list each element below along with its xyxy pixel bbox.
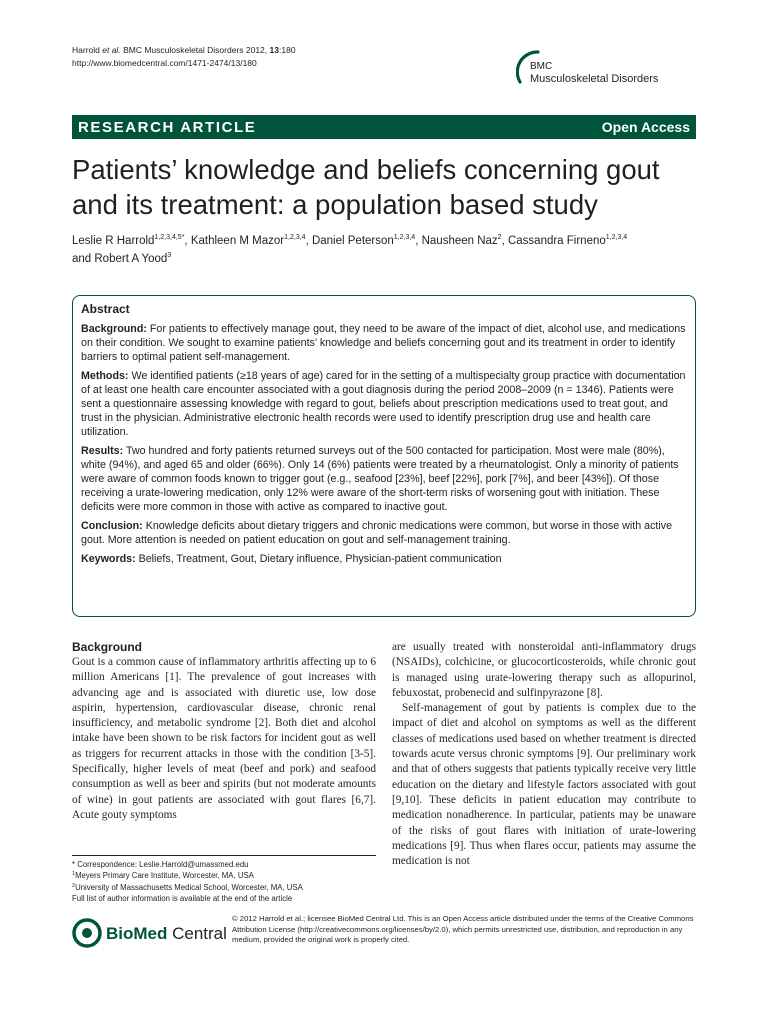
open-access-label: Open Access xyxy=(601,119,690,135)
author-name: Leslie R Harrold xyxy=(72,235,155,247)
abstract-results-label: Results: xyxy=(81,445,124,457)
citation-etal: et al. xyxy=(102,45,121,55)
abstract-box xyxy=(72,295,696,617)
author-affiliation: 1,2,3,4 xyxy=(284,234,306,241)
citation-volume: 13 xyxy=(269,45,279,55)
logo-text-central: Central xyxy=(167,924,227,943)
author-list xyxy=(72,232,712,268)
body-paragraph: Gout is a common cause of inflammatory arthritis affecting up to 6 million Americans [1]. The prevalence of gout increases with advancing age and is associated with diuretic use, low dose aspirin, hypertension, cardiovascular disease, chronic renal insufficiency, and metabolic syndrome [2]. Both diet and alcohol intake have been shown to be risk factors for incident gout as well as triggers for recurrent attacks in those with the condition [3-5]. Specifically, higher levels of meat (beef and pork) and seafood consumption as well as beer and spirits (but not moderate amounts of wine) in gout patients are associated with gout flares [6,7]. Acute gouty symptoms xyxy=(72,656,376,821)
article-title: Patients’ knowledge and beliefs concerning gout and its treatment: a population based study xyxy=(72,154,660,220)
abstract-results-text: Two hundred and forty patients returned surveys out of the 500 contacted for participation. Most were male (80%), white (94%), and aged 65 and older (66%). Only 14 (6%) patients were treated by a rheumatologist. Only a minority of patients were aware of common foods known to trigger gout (e.g., seafood [23%], beef [22%], pork [7%], and beer [43%]). Of those receiving a urate-lowering medication, only 12% were aware of the short-term risks of worsening gout with initiation. These deficits were more common in those with active as compared to inactive gout. xyxy=(81,445,679,513)
footnotes xyxy=(72,855,376,904)
author-name: and Robert A Yood xyxy=(72,253,168,265)
abstract-keywords-label: Keywords: xyxy=(81,553,136,565)
body-paragraph: Self-management of gout by patients is complex due to the impact of diet and alcohol on symptoms as well as the different classes of medications used based on whether treatment is directed towards acute versus chronic symptoms [9]. Our preliminary work and that of others suggests that patients typically receive very little education on the dietary and lifestyle factors associated with gout [9,10]. These deficits in patient education may contribute to medication nonadherence. In particular, patients may be unaware of the risks of gout flares with initiation of urate-lowering medications [9]. Thus when flares occur, patients may assume the medication is not xyxy=(392,702,696,868)
article-url[interactable]: http://www.biomedcentral.com/1471-2474/13/180 xyxy=(72,57,257,68)
abstract-heading: Abstract xyxy=(81,302,130,316)
abstract-methods xyxy=(81,369,687,439)
article-type-banner xyxy=(72,115,696,139)
affiliation-number: 2 xyxy=(72,882,76,889)
author-separator: , xyxy=(305,235,312,247)
correspondence-note[interactable]: * Correspondence: Leslie.Harrold@umassmed.edu xyxy=(72,860,249,869)
biomed-logo-icon xyxy=(72,918,102,948)
abstract-methods-label: Methods: xyxy=(81,370,129,382)
author-affiliation: 3 xyxy=(167,252,172,259)
affiliation-text: Meyers Primary Care Institute, Worcester, MA, USA xyxy=(75,871,254,881)
brand-line2: Musculoskeletal Disorders xyxy=(530,73,659,85)
citation-line xyxy=(72,44,296,57)
biomed-central-logo xyxy=(72,916,232,952)
author-affiliation: 1,2,3,4 xyxy=(605,234,628,241)
author-affiliation: 1,2,3,4,5* xyxy=(154,234,185,241)
article-type-label: RESEARCH ARTICLE xyxy=(78,118,257,136)
author-separator: , xyxy=(184,235,191,247)
abstract-background-text: For patients to effectively manage gout, they need to be aware of the impact of diet, alcohol use, and medications on their condition. We sought to examine patients’ knowledge and beliefs concerning gout and its treatment in order to identify barriers to optimal patient self-management. xyxy=(81,323,686,363)
body-paragraph: are usually treated with nonsteroidal anti-inflammatory drugs (NSAIDs), colchicine, or glucocorticosteroids, while chronic gout is managed using urate-lowering therapy such as allopurinol, febuxostat, probenecid and sulfinpyrazone [8]. xyxy=(392,641,696,699)
body-column-right xyxy=(392,640,696,869)
author-name: Nausheen Naz xyxy=(421,235,498,247)
author-name: Daniel Peterson xyxy=(311,235,394,247)
citation-journal: BMC Musculoskeletal Disorders 2012, xyxy=(123,45,268,55)
license-text: © 2012 Harrold et al.; licensee BioMed Central Ltd. This is an Open Access article distributed under the terms of the Creative Commons Attribution License (http://creativecommons.org/licenses/by/2.0), which permits unrestricted use, distribution, and reproduction in any medium, provided the original work is properly cited. xyxy=(232,914,694,944)
author-affiliation: 1,2,3,4 xyxy=(393,234,416,241)
abstract-conclusion-text: Knowledge deficits about dietary triggers and chronic medications were common, but worse in those with active gout. More attention is needed on patient education on gout and self-management training. xyxy=(81,520,673,546)
affiliation-number: 1 xyxy=(72,871,76,878)
affiliation-note xyxy=(72,882,376,893)
body-column-left xyxy=(72,640,376,823)
abstract-results xyxy=(81,444,687,514)
abstract-keywords xyxy=(81,552,687,566)
logo-text-biomed: BioMed xyxy=(106,924,168,943)
affiliation-note xyxy=(72,870,376,881)
section-heading-background: Background xyxy=(72,640,143,654)
citation-article: :180 xyxy=(279,45,296,55)
abstract-keywords-text: Beliefs, Treatment, Gout, Dietary influence, Physician-patient communication xyxy=(135,553,502,565)
author-name: Cassandra Firneno xyxy=(507,235,606,247)
abstract-background xyxy=(81,322,687,364)
citation-author: Harrold xyxy=(72,45,100,55)
abstract-background-label: Background: xyxy=(81,323,147,335)
author-name: Kathleen M Mazor xyxy=(190,235,285,247)
author-separator: , xyxy=(501,235,508,247)
author-affiliation: 2 xyxy=(497,234,502,241)
author-info-note: Full list of author information is available at the end of the article xyxy=(72,893,293,903)
affiliation-text: University of Massachusetts Medical School, Worcester, MA, USA xyxy=(75,882,303,892)
brand-line1: BMC xyxy=(530,61,553,72)
citation-header xyxy=(72,44,296,69)
abstract-conclusion xyxy=(81,519,687,547)
abstract-conclusion-label: Conclusion: xyxy=(81,520,143,532)
abstract-methods-text: We identified patients (≥18 years of age) cared for in the setting of a multispecialty group practice with documentation of at least one health care encounter associated with a gout diagnosis during the period 2008–2009 (n = 1346). Patients were sent a questionnaire assessing knowledge with regard to gout, beliefs about prescription medications used to treat gout, and trust in the physician. Administrative electronic health records were used to identify prescription drug use and health care utilization. xyxy=(81,370,686,438)
author-separator: , xyxy=(415,235,422,247)
journal-brand xyxy=(516,46,716,96)
